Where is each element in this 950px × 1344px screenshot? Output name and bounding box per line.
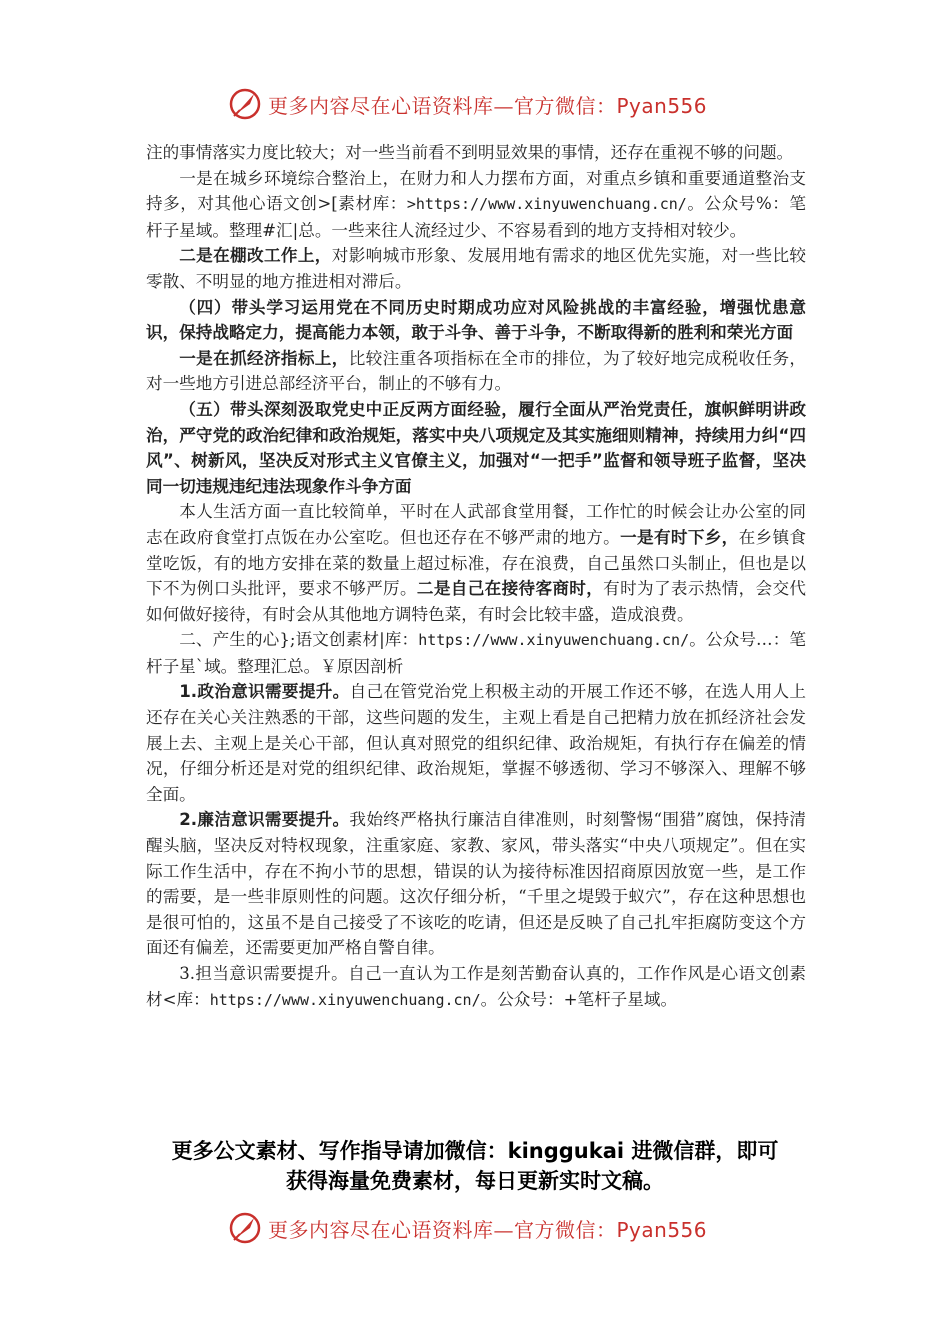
promo-notice	[120, 1136, 830, 1196]
section-heading: （五）带头深刻汲取党史中正反两方面经验，履行全面从严治党责任，旗帜鲜明讲政治，严守党的政治纪律和政治规矩，落实中央八项规定及其实施细则精神，持续用力纠“四风”、树新风，坚决反对形式主义官僚主义，加强对“一把手”监督和领导班子监督，坚决同一切违规违纪违法现象作斗争方面	[146, 399, 806, 496]
banner-text: 更多内容尽在心语资料库—官方微信：Pyan556	[268, 1217, 708, 1242]
paragraph: 3.担当意识需要提升。自己一直认为工作是刻苦勤奋认真的，工作作风是心语文创素材<库：https://www.xinyuwenchuang.cn/。公众号：+笔杆子星域。	[146, 964, 806, 1009]
document-body	[146, 140, 806, 1013]
paragraph: 一是在抓经济指标上，比较注重各项指标在全市的排位，为了较好地完成税收任务，对一些地方引进总部经济平台，制止的不够有力。	[146, 348, 807, 394]
paragraph: 1.政治意识需要提升。自己在管党治党上积极主动的开展工作还不够，在选人用人上还存在关心关注熟悉的干部，这些问题的发生，主观上看是自己把精力放在抓经济社会发展上去、主观上是关心干部，但认真对照党的组织纪律、政治规矩，有执行存在偏差的情况，仔细分析还是对党的组织纪律、政治规矩，掌握不够透彻、学习不够深入、理解不够全面。	[146, 682, 807, 804]
promo-line: 更多公文素材、写作指导请加微信：kinggukai 进微信群，即可	[171, 1139, 779, 1163]
footer-banner	[228, 1208, 748, 1248]
paragraph: 2.廉洁意识需要提升。我始终严格执行廉洁自律准则，时刻警惕“围猎”腐蚀，保持清醒头脑，坚决反对特权现象，注重家庭、家教、家风，带头落实“中央八项规定”。但在实际工作生活中，存在不拘小节的思想，错误的认为接待标准因招商原因放宽一些，是工作的需要，是一些非原则性的问题。这次仔细分析，“千里之堤毁于蚁穴”，存在这种思想也是很可怕的，这虽不是自己接受了不该吃的吃请，但还是反映了自己扎牢拒腐防变这个方面还有偏差，还需要更加严格自警自律。	[146, 810, 806, 958]
section-heading: （四）带头学习运用党在不同历史时期成功应对风险挑战的丰富经验，增强忧患意识，保持战略定力，提高能力本领，敢于斗争、善于斗争，不断取得新的胜利和荣光方面	[146, 297, 806, 343]
paragraph: 注的事情落实力度比较大；对一些当前看不到明显效果的事情，还存在重视不够的问题。	[146, 143, 794, 162]
header-banner	[228, 84, 748, 124]
promo-line: 获得海量免费素材，每日更新实时文稿。	[286, 1169, 664, 1193]
paragraph: 二是在棚改工作上，对影响城市形象、发展用地有需求的地区优先实施，对一些比较零散、不明显的地方推进相对滞后。	[146, 246, 807, 291]
paragraph: 一是在城乡环境综合整治上，在财力和人力摆布方面，对重点乡镇和重要通道整治支持多，对其他心语文创>[素材库：>https://www.xinyuwenchuang.cn/。公众号%：笔杆子星域。整理#汇|总。一些来往人流经过少、不容易看到的地方支持相对较少。	[146, 168, 806, 240]
quill-logo-icon	[228, 87, 262, 121]
paragraph: 本人生活方面一直比较简单，平时在人武部食堂用餐，工作忙的时候会让办公室的同志在政府食堂打点饭在办公室吃。但也还存在不够严肃的地方。一是有时下乡，在乡镇食堂吃饭，有的地方安排在菜的数量上超过标准，存在浪费，自己虽然口头制止，但也是以下不为例口头批评，要求不够严厉。二是自己在接待客商时，有时为了表示热情，会交代如何做好接待，有时会从其他地方调特色菜，有时会比较丰盛，造成浪费。	[146, 502, 807, 624]
quill-logo-icon	[228, 1211, 262, 1245]
paragraph: 二、产生的心};语文创素材|库：https://www.xinyuwenchuang.cn/。公众号…：笔杆子星`域。整理汇总。￥原因剖析	[146, 630, 806, 676]
banner-text: 更多内容尽在心语资料库—官方微信：Pyan556	[268, 93, 708, 118]
